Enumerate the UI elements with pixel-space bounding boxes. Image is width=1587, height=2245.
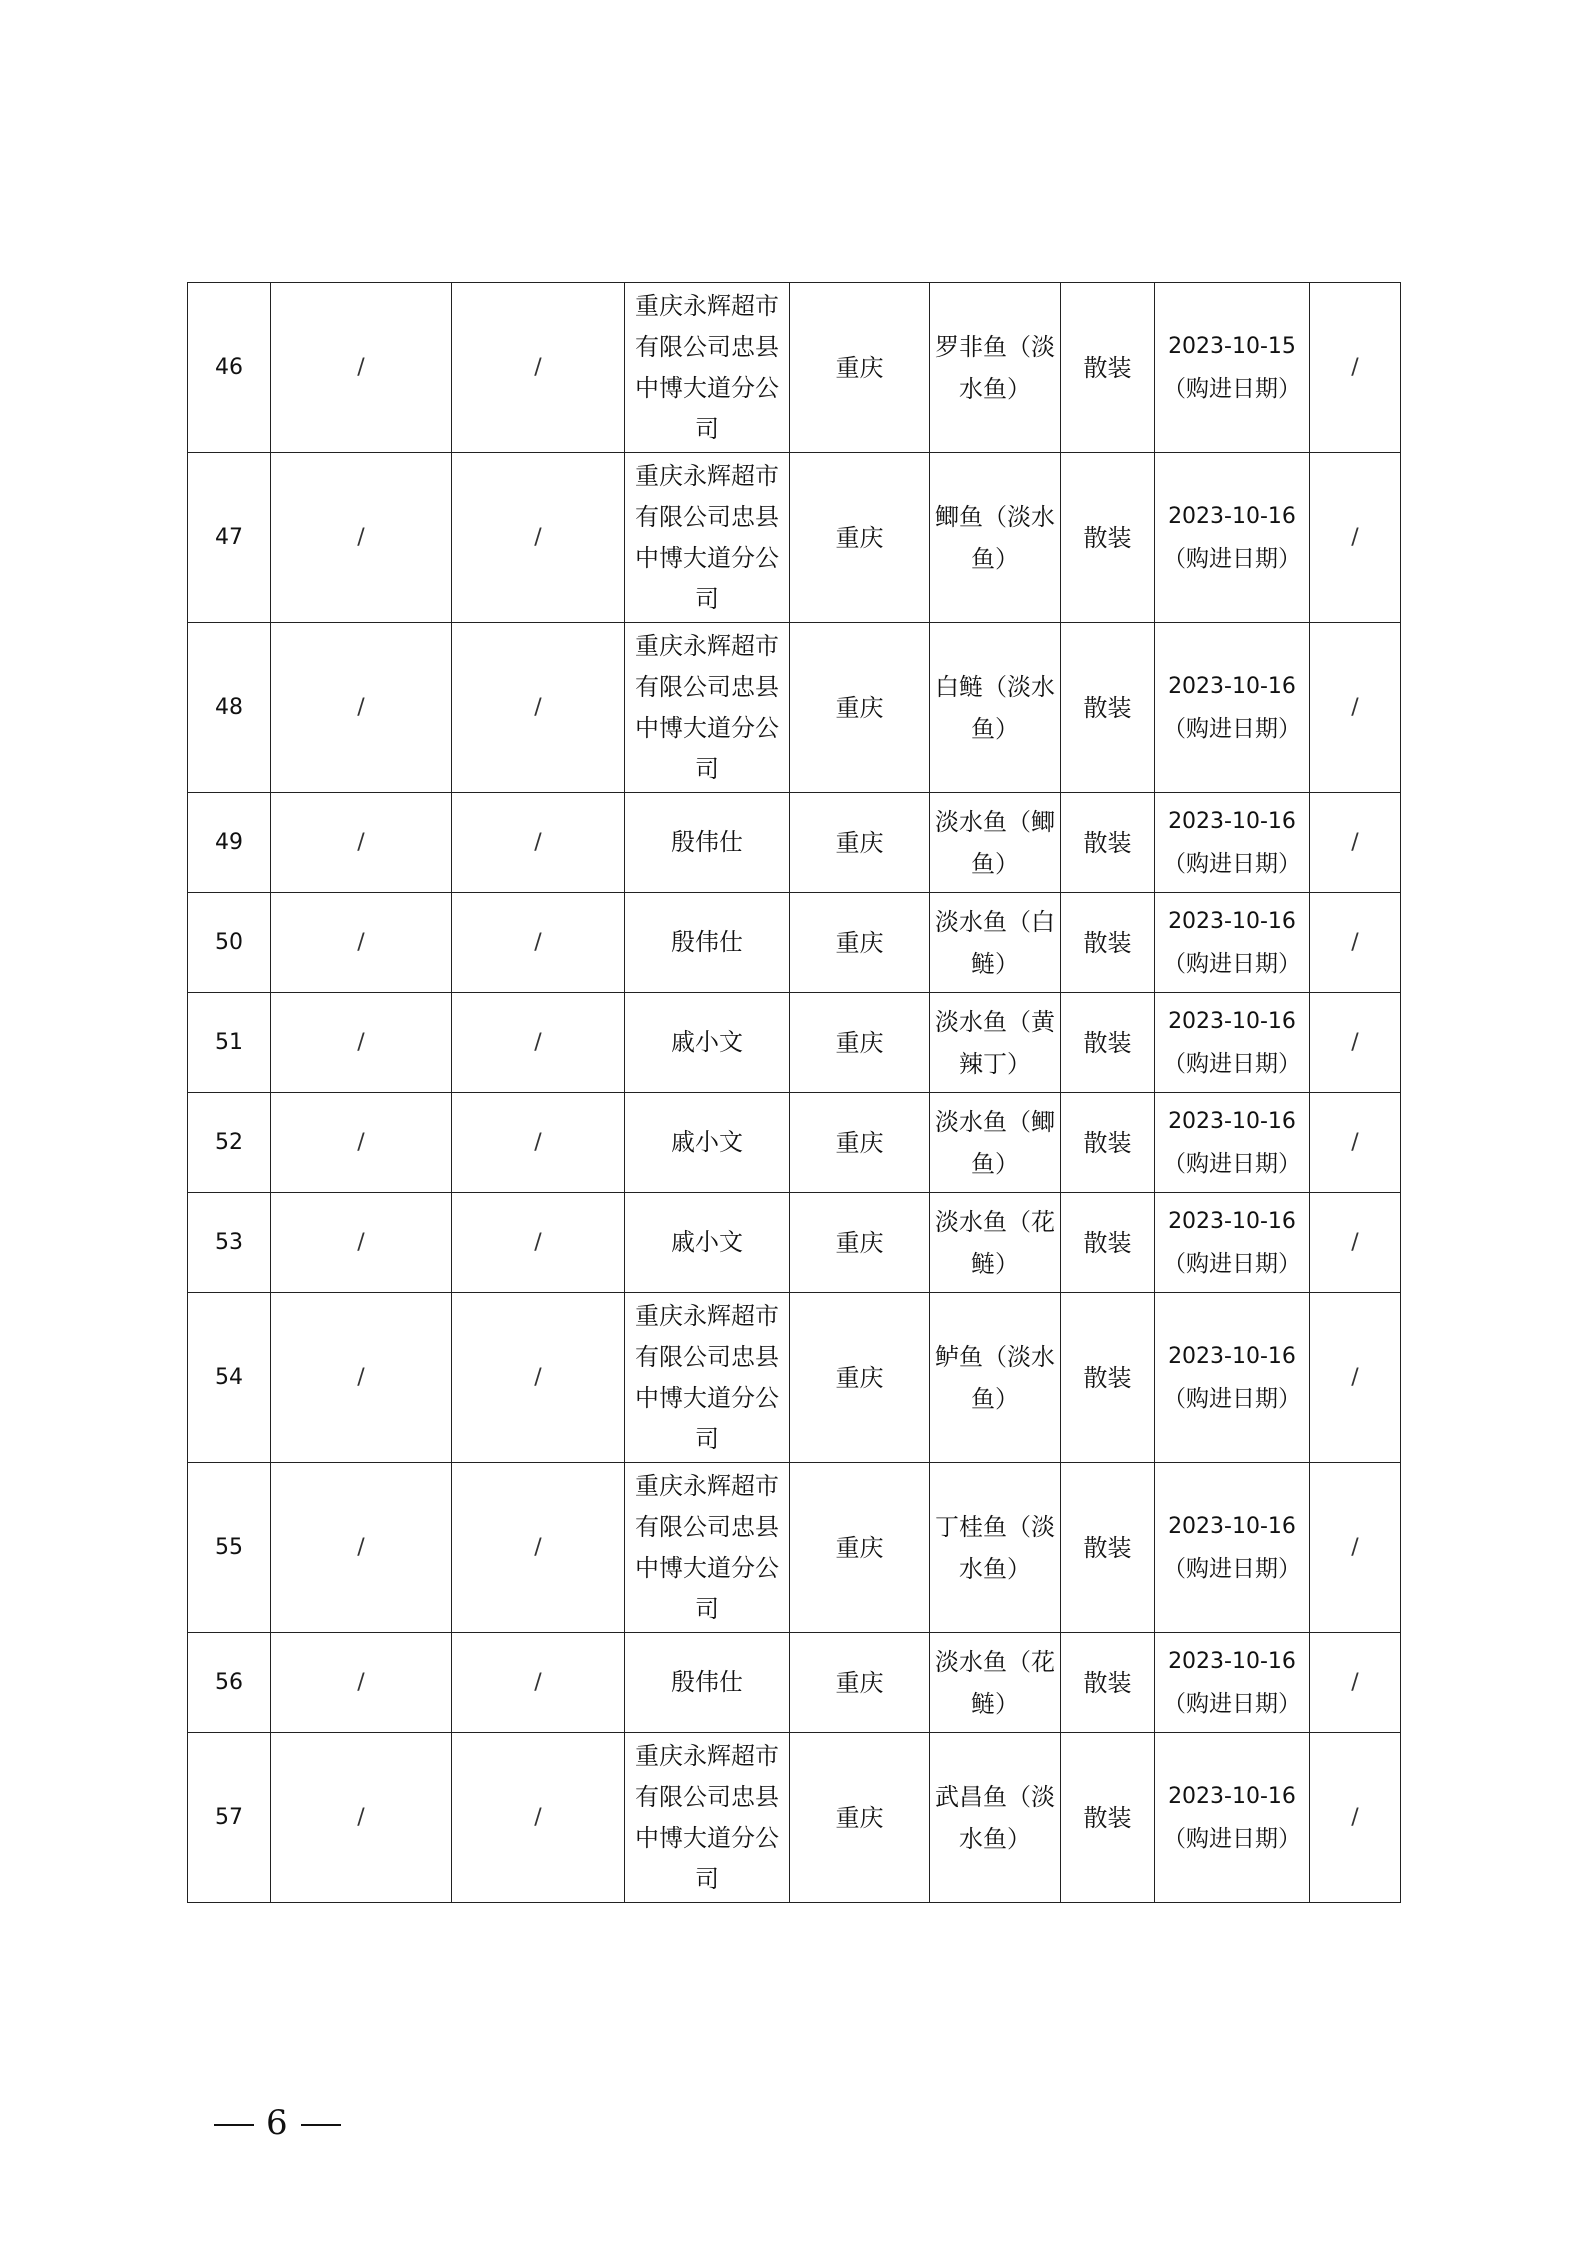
blank-slash-cell: /: [271, 1633, 452, 1733]
date-value: 2023-10-16: [1168, 908, 1296, 934]
region-cell: 重庆: [790, 1093, 930, 1193]
blank-slash-cell: /: [1310, 453, 1401, 623]
row-number-cell: 53: [188, 1193, 271, 1293]
blank-slash-cell: /: [452, 993, 625, 1093]
footer-dash-right: [301, 2124, 341, 2126]
footer-dash-left: [214, 2124, 254, 2126]
product-cell: 鲈鱼（淡水鱼）: [930, 1293, 1061, 1463]
date-note: （购进日期）: [1163, 1555, 1301, 1582]
product-cell: 淡水鱼（鲫鱼）: [930, 1093, 1061, 1193]
table-row: [188, 1733, 1401, 1903]
page-footer: [214, 2098, 341, 2148]
date-note: （购进日期）: [1163, 1150, 1301, 1177]
row-number-cell: 46: [188, 283, 271, 453]
blank-slash-cell: /: [1310, 893, 1401, 993]
region-cell: 重庆: [790, 1293, 930, 1463]
product-cell: 白鲢（淡水鱼）: [930, 623, 1061, 793]
blank-slash-cell: /: [271, 1093, 452, 1193]
blank-slash-cell: /: [1310, 793, 1401, 893]
blank-slash-cell: /: [1310, 1293, 1401, 1463]
blank-slash-cell: /: [452, 1093, 625, 1193]
blank-slash-cell: /: [452, 1633, 625, 1733]
date-note: （购进日期）: [1163, 1250, 1301, 1277]
blank-slash-cell: /: [452, 1293, 625, 1463]
blank-slash-cell: /: [1310, 993, 1401, 1093]
table-row: [188, 1193, 1401, 1293]
date-value: 2023-10-16: [1168, 1648, 1296, 1674]
blank-slash-cell: /: [1310, 623, 1401, 793]
date-note: （购进日期）: [1163, 850, 1301, 877]
region-cell: 重庆: [790, 453, 930, 623]
date-value: 2023-10-16: [1168, 1343, 1296, 1369]
blank-slash-cell: /: [271, 1193, 452, 1293]
blank-slash-cell: /: [452, 623, 625, 793]
blank-slash-cell: /: [271, 1293, 452, 1463]
package-cell: 散装: [1061, 453, 1155, 623]
blank-slash-cell: /: [271, 993, 452, 1093]
product-cell: 丁桂鱼（淡水鱼）: [930, 1463, 1061, 1633]
blank-slash-cell: /: [271, 893, 452, 993]
date-note: （购进日期）: [1163, 715, 1301, 742]
sampling-table: [187, 282, 1401, 1903]
seller-cell: 重庆永辉超市有限公司忠县中博大道分公司: [625, 623, 790, 793]
seller-cell: 重庆永辉超市有限公司忠县中博大道分公司: [625, 1293, 790, 1463]
blank-slash-cell: /: [271, 283, 452, 453]
product-cell: 武昌鱼（淡水鱼）: [930, 1733, 1061, 1903]
date-value: 2023-10-16: [1168, 1108, 1296, 1134]
seller-cell: 重庆永辉超市有限公司忠县中博大道分公司: [625, 283, 790, 453]
table-row: [188, 1093, 1401, 1193]
date-note: （购进日期）: [1163, 1385, 1301, 1412]
package-cell: 散装: [1061, 1293, 1155, 1463]
region-cell: 重庆: [790, 1733, 930, 1903]
table-body: [188, 283, 1401, 1903]
date-cell: [1155, 1193, 1310, 1293]
package-cell: 散装: [1061, 283, 1155, 453]
row-number-cell: 57: [188, 1733, 271, 1903]
product-cell: 淡水鱼（花鲢）: [930, 1633, 1061, 1733]
blank-slash-cell: /: [452, 453, 625, 623]
package-cell: 散装: [1061, 623, 1155, 793]
date-cell: [1155, 1633, 1310, 1733]
date-cell: [1155, 453, 1310, 623]
blank-slash-cell: /: [452, 1463, 625, 1633]
date-cell: [1155, 623, 1310, 793]
row-number-cell: 56: [188, 1633, 271, 1733]
region-cell: 重庆: [790, 793, 930, 893]
blank-slash-cell: /: [452, 1193, 625, 1293]
seller-cell: 重庆永辉超市有限公司忠县中博大道分公司: [625, 1463, 790, 1633]
row-number-cell: 50: [188, 893, 271, 993]
blank-slash-cell: /: [452, 283, 625, 453]
blank-slash-cell: /: [1310, 1463, 1401, 1633]
date-cell: [1155, 1733, 1310, 1903]
region-cell: 重庆: [790, 1463, 930, 1633]
table-row: [188, 893, 1401, 993]
seller-cell: 戚小文: [625, 1093, 790, 1193]
row-number-cell: 54: [188, 1293, 271, 1463]
table-row: [188, 1293, 1401, 1463]
seller-cell: 殷伟仕: [625, 793, 790, 893]
package-cell: 散装: [1061, 993, 1155, 1093]
seller-cell: 重庆永辉超市有限公司忠县中博大道分公司: [625, 1733, 790, 1903]
blank-slash-cell: /: [271, 1463, 452, 1633]
row-number-cell: 47: [188, 453, 271, 623]
row-number-cell: 48: [188, 623, 271, 793]
date-value: 2023-10-16: [1168, 1208, 1296, 1234]
blank-slash-cell: /: [271, 623, 452, 793]
package-cell: 散装: [1061, 1733, 1155, 1903]
date-value: 2023-10-16: [1168, 1008, 1296, 1034]
product-cell: 鲫鱼（淡水鱼）: [930, 453, 1061, 623]
region-cell: 重庆: [790, 1633, 930, 1733]
page-number: 6: [266, 2103, 289, 2143]
blank-slash-cell: /: [452, 793, 625, 893]
date-cell: [1155, 1463, 1310, 1633]
table-row: [188, 793, 1401, 893]
blank-slash-cell: /: [271, 793, 452, 893]
date-note: （购进日期）: [1163, 1050, 1301, 1077]
product-cell: 淡水鱼（花鲢）: [930, 1193, 1061, 1293]
date-note: （购进日期）: [1163, 375, 1301, 402]
seller-cell: 殷伟仕: [625, 1633, 790, 1733]
package-cell: 散装: [1061, 793, 1155, 893]
blank-slash-cell: /: [452, 1733, 625, 1903]
seller-cell: 戚小文: [625, 1193, 790, 1293]
date-cell: [1155, 893, 1310, 993]
row-number-cell: 55: [188, 1463, 271, 1633]
date-value: 2023-10-16: [1168, 503, 1296, 529]
blank-slash-cell: /: [1310, 1193, 1401, 1293]
date-cell: [1155, 993, 1310, 1093]
date-note: （购进日期）: [1163, 950, 1301, 977]
blank-slash-cell: /: [1310, 1633, 1401, 1733]
date-value: 2023-10-16: [1168, 1513, 1296, 1539]
table-row: [188, 623, 1401, 793]
blank-slash-cell: /: [1310, 1093, 1401, 1193]
row-number-cell: 52: [188, 1093, 271, 1193]
seller-cell: 重庆永辉超市有限公司忠县中博大道分公司: [625, 453, 790, 623]
date-cell: [1155, 1293, 1310, 1463]
table-row: [188, 1463, 1401, 1633]
row-number-cell: 49: [188, 793, 271, 893]
product-cell: 淡水鱼（白鲢）: [930, 893, 1061, 993]
package-cell: 散装: [1061, 893, 1155, 993]
date-cell: [1155, 1093, 1310, 1193]
date-cell: [1155, 793, 1310, 893]
region-cell: 重庆: [790, 893, 930, 993]
table-row: [188, 1633, 1401, 1733]
table-row: [188, 453, 1401, 623]
region-cell: 重庆: [790, 993, 930, 1093]
blank-slash-cell: /: [1310, 283, 1401, 453]
row-number-cell: 51: [188, 993, 271, 1093]
date-value: 2023-10-16: [1168, 673, 1296, 699]
product-cell: 淡水鱼（黄辣丁）: [930, 993, 1061, 1093]
package-cell: 散装: [1061, 1633, 1155, 1733]
blank-slash-cell: /: [271, 1733, 452, 1903]
date-value: 2023-10-15: [1168, 333, 1296, 359]
date-cell: [1155, 283, 1310, 453]
product-cell: 淡水鱼（鲫鱼）: [930, 793, 1061, 893]
seller-cell: 戚小文: [625, 993, 790, 1093]
region-cell: 重庆: [790, 623, 930, 793]
package-cell: 散装: [1061, 1093, 1155, 1193]
package-cell: 散装: [1061, 1463, 1155, 1633]
date-note: （购进日期）: [1163, 1825, 1301, 1852]
date-value: 2023-10-16: [1168, 1783, 1296, 1809]
date-note: （购进日期）: [1163, 545, 1301, 572]
region-cell: 重庆: [790, 283, 930, 453]
date-note: （购进日期）: [1163, 1690, 1301, 1717]
blank-slash-cell: /: [1310, 1733, 1401, 1903]
package-cell: 散装: [1061, 1193, 1155, 1293]
region-cell: 重庆: [790, 1193, 930, 1293]
seller-cell: 殷伟仕: [625, 893, 790, 993]
product-cell: 罗非鱼（淡水鱼）: [930, 283, 1061, 453]
blank-slash-cell: /: [452, 893, 625, 993]
blank-slash-cell: /: [271, 453, 452, 623]
table-row: [188, 283, 1401, 453]
date-value: 2023-10-16: [1168, 808, 1296, 834]
table-row: [188, 993, 1401, 1093]
